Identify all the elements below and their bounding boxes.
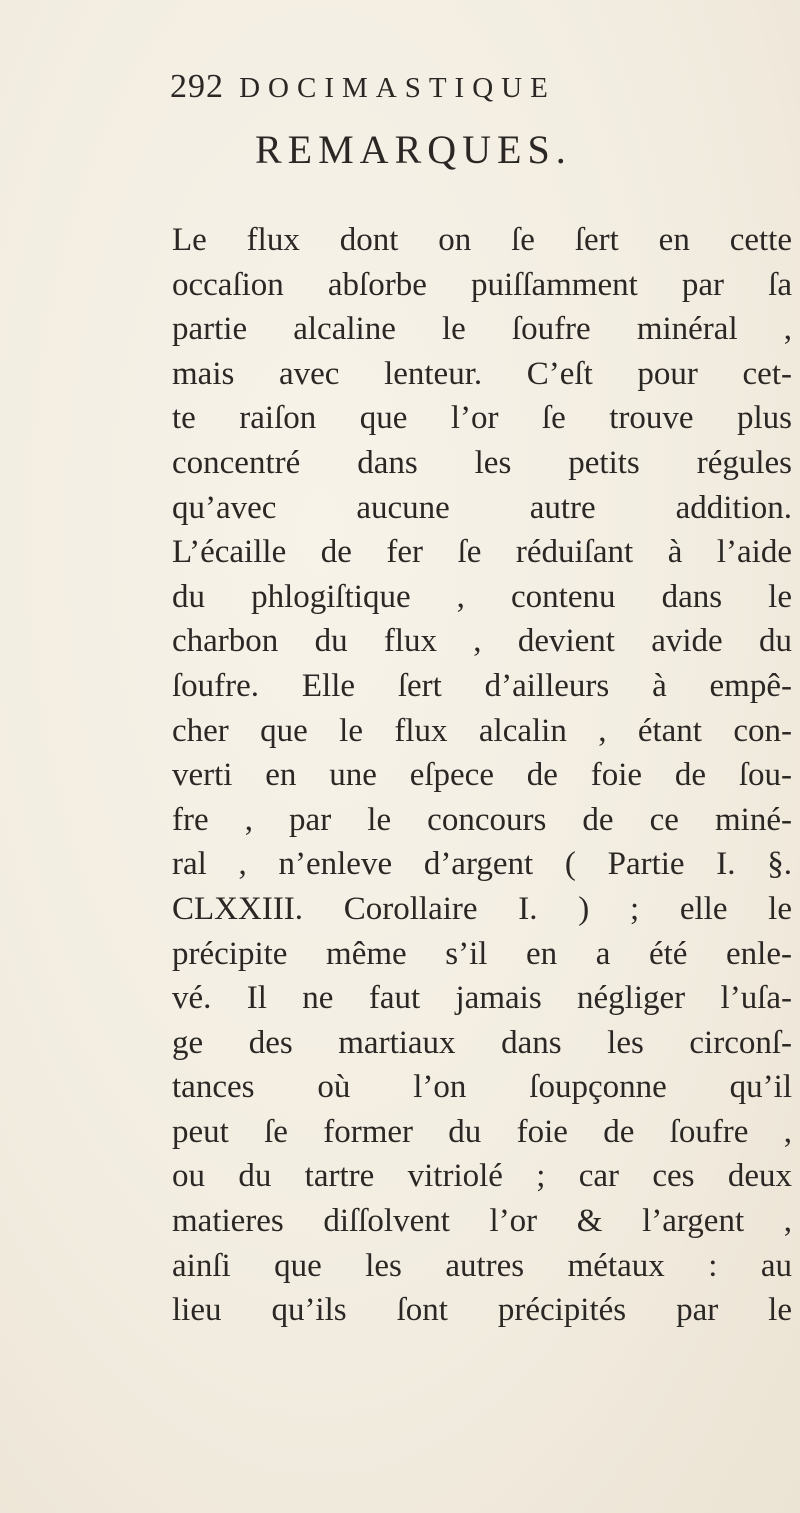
text-line: ſoufre. Elle ſert d’ailleurs à empê-	[172, 667, 792, 704]
text-line: te raiſon que l’or ſe trouve plus	[172, 400, 792, 437]
text-line: ral , n’enleve d’argent ( Partie I. §.	[172, 846, 792, 883]
text-line: tances où l’on ſoupçonne qu’il	[172, 1069, 792, 1106]
text-line: Le flux dont on ſe ſert en cette	[172, 222, 792, 258]
text-line: ainſi que les autres métaux : au	[172, 1247, 792, 1284]
text-line: ge des martiaux dans les circonſ-	[172, 1024, 792, 1061]
text-line: L’écaille de fer ſe réduiſant à l’aide	[172, 534, 792, 571]
text-line: vé. Il ne faut jamais négliger l’uſa-	[172, 980, 792, 1017]
text-line: du phlogiſtique , contenu dans le	[172, 578, 792, 615]
page-number: 292	[170, 68, 224, 105]
text-line: mais avec lenteur. C’eſt pour cet-	[172, 355, 792, 392]
text-line: concentré dans les petits régules	[172, 444, 792, 481]
text-line: verti en une eſpece de foie de ſou-	[172, 757, 792, 794]
text-line: occaſion abſorbe puiſſamment par ſa	[172, 266, 792, 303]
text-line: cher que le flux alcalin , étant con-	[172, 712, 792, 749]
text-line: partie alcaline le ſoufre minéral ,	[172, 311, 792, 348]
text-line: charbon du flux , devient avide du	[172, 623, 792, 660]
text-line: CLXXIII. Corollaire I. ) ; elle le	[172, 890, 792, 927]
body-paragraph	[172, 218, 792, 1333]
running-header	[170, 68, 690, 114]
text-line: fre , par le concours de ce miné-	[172, 801, 792, 838]
text-line: lieu qu’ils ſont précipités par le	[172, 1292, 792, 1329]
text-line: qu’avec aucune autre addition.	[172, 489, 792, 526]
text-line: peut ſe former du foie de ſoufre ,	[172, 1113, 792, 1150]
text-line: précipite même s’il en a été enle-	[172, 935, 792, 972]
text-line: matieres diſſolvent l’or & l’argent ,	[172, 1203, 792, 1240]
running-title: DOCIMASTIQUE	[239, 72, 556, 104]
section-heading: REMARQUES.	[255, 127, 572, 172]
text-line: ou du tartre vitriolé ; car ces deux	[172, 1158, 792, 1195]
